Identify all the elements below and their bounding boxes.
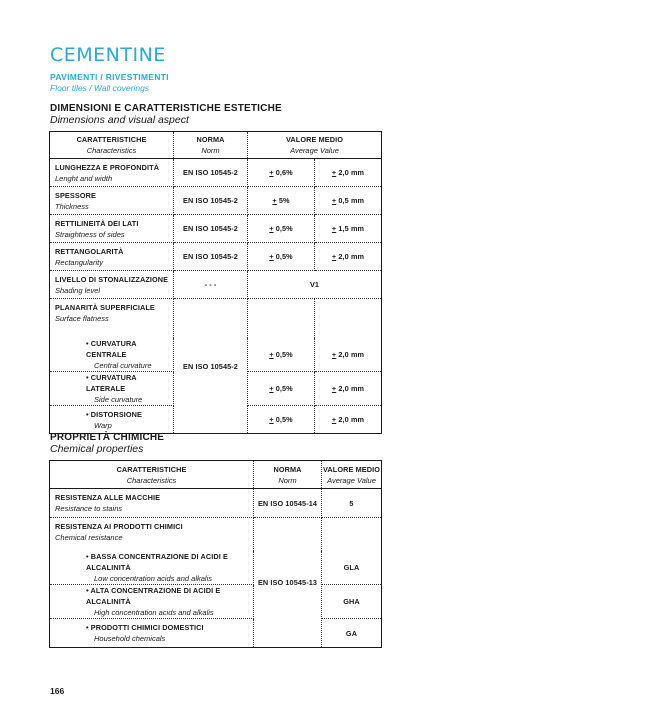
row-label-it: PLANARITÀ SUPERFICIALE (55, 303, 155, 312)
row-value-mm: 2,0 mm (336, 415, 365, 424)
row-label-en: Rectangularity (55, 257, 103, 267)
row-value-pct: 0,6% (273, 168, 293, 177)
table-row (50, 243, 382, 271)
page-title: CEMENTINE (50, 44, 166, 66)
row-value: GHA (322, 585, 382, 619)
table-row-shading (50, 271, 382, 299)
plus-minus: + (269, 252, 274, 261)
subtitle-en: Floor tiles / Wall coverings (50, 83, 150, 93)
row-value-mm: 1,5 mm (336, 224, 365, 233)
row-norm: - - - (174, 271, 248, 299)
plus-minus: + (269, 350, 274, 359)
row-label-it: SPESSORE (55, 190, 96, 200)
plus-minus: + (269, 384, 274, 393)
table-row-planarity-head (50, 299, 382, 339)
row-norm: EN ISO 10545-14 (254, 489, 322, 518)
row-norm: EN ISO 10545-2 (174, 159, 248, 187)
row-label-it: • PRODOTTI CHIMICI DOMESTICI (86, 623, 204, 632)
header-norm-it: NORMA (273, 464, 302, 474)
table-row (50, 585, 382, 619)
subtitle-it: PAVIMENTI / RIVESTIMENTI (50, 72, 169, 82)
plus-minus: + (269, 224, 274, 233)
row-label-en: Thickness (55, 201, 89, 211)
row-label-it: • DISTORSIONE (86, 409, 143, 419)
row-value: V1 (248, 271, 382, 299)
header-char-it: CARATTERISTICHE (116, 464, 187, 474)
section2-title-it: PROPRIETÀ CHIMICHE (50, 432, 165, 443)
header-norm-en: Norm (278, 475, 297, 485)
plus-minus: + (269, 168, 274, 177)
row-label-en: Household chemicals (94, 634, 166, 643)
row-label-it: LIVELLO DI STONALIZZAZIONE (55, 274, 169, 284)
row-value-mm: 0,5 mm (336, 196, 365, 205)
table-row (50, 551, 382, 585)
section1-title-it: DIMENSIONI E CARATTERISTICHE ESTETICHE (50, 103, 282, 114)
table-header (50, 461, 382, 489)
row-label-it: • CURVATURA LATERALE (86, 373, 137, 393)
table-header (50, 132, 382, 159)
plus-minus: + (331, 350, 337, 359)
header-char-it: CARATTERISTICHE (76, 135, 147, 144)
header-val-it: VALORE MEDIO (286, 135, 344, 144)
row-label-it: • BASSA CONCENTRAZIONE DI ACIDI E ALCALINITÀ (86, 552, 228, 572)
row-value-mm: 2,0 mm (336, 384, 365, 393)
row-label-it: RETTILINEITÀ DEI LATI (55, 218, 139, 228)
header-char-en: Characteristics (126, 475, 177, 485)
section2-title-en: Chemical properties (50, 443, 144, 455)
header-val-en: Average Value (327, 475, 376, 485)
row-value-pct: 0,5% (273, 384, 293, 393)
row-norm: EN ISO 10545-2 (174, 299, 248, 434)
row-value-mm: 2,0 mm (336, 252, 365, 261)
row-norm: EN ISO 10545-13 (254, 518, 322, 648)
row-value-pct: 0,5% (273, 224, 293, 233)
plus-minus: + (331, 415, 337, 424)
plus-minus: + (331, 196, 337, 205)
row-label-en: Lenght and width (55, 173, 113, 183)
row-label-it: RETTANGOLARITÀ (55, 246, 124, 256)
row-label-en: Side curvature (94, 395, 143, 404)
table-row (50, 215, 382, 243)
header-norm-it: NORMA (196, 135, 225, 144)
row-value: 5 (322, 489, 382, 518)
plus-minus: + (331, 224, 337, 233)
row-label-it: • ALTA CONCENTRAZIONE DI ACIDI E ALCALINITÀ (86, 586, 221, 606)
plus-minus: + (331, 384, 337, 393)
plus-minus: + (331, 252, 337, 261)
section1-title-en: Dimensions and visual aspect (50, 114, 189, 126)
row-label-en: Chemical resistance (55, 533, 123, 542)
row-label-it: RESISTENZA ALLE MACCHIE (55, 493, 161, 502)
table-row-stains (50, 489, 382, 518)
row-label-en: Central curvature (94, 361, 152, 370)
row-label-it: LUNGHEZZA E PROFONDITÀ (55, 162, 160, 172)
plus-minus: + (331, 168, 337, 177)
header-val-it: VALORE MEDIO (322, 464, 380, 474)
chemical-table (49, 460, 382, 648)
row-label-en: Shading level (55, 285, 101, 295)
row-value-pct: 0,5% (273, 415, 293, 424)
header-val-en: Average Value (290, 146, 339, 155)
row-value: GA (345, 628, 358, 638)
table-row-chemical-head (50, 518, 382, 552)
row-norm: EN ISO 10545-2 (174, 243, 248, 271)
row-value-pct: 0,5% (273, 350, 293, 359)
dimensions-table (49, 131, 382, 434)
row-value-mm: 2,0 mm (336, 350, 365, 359)
table-row (50, 159, 382, 187)
header-norm-en: Norm (201, 146, 220, 155)
row-label-it: RESISTENZA AI PRODOTTI CHIMICI (55, 522, 183, 531)
row-value-pct: 0,5% (273, 252, 293, 261)
row-norm: EN ISO 10545-2 (174, 187, 248, 215)
table-row (50, 619, 382, 648)
row-value-mm: 2,0 mm (336, 168, 365, 177)
row-label-en: Warp (94, 420, 112, 430)
page-number: 166 (50, 686, 65, 696)
table-row (50, 187, 382, 215)
row-label-en: Resistance to stains (55, 504, 123, 513)
row-value-pct: 5% (276, 196, 290, 205)
row-label-en: Straightness of sides (55, 229, 125, 239)
row-norm: EN ISO 10545-2 (174, 215, 248, 243)
row-label-en: Low concentration acids and alkalis (94, 574, 212, 583)
row-label-en: High concentration acids and alkalis (94, 608, 214, 617)
header-char-en: Characteristics (86, 146, 137, 155)
row-label-en: Surface flatness (55, 314, 109, 323)
row-value: GLA (322, 551, 382, 585)
plus-minus: + (272, 196, 277, 205)
row-label-it: • CURVATURA CENTRALE (86, 339, 137, 359)
plus-minus: + (269, 415, 274, 424)
